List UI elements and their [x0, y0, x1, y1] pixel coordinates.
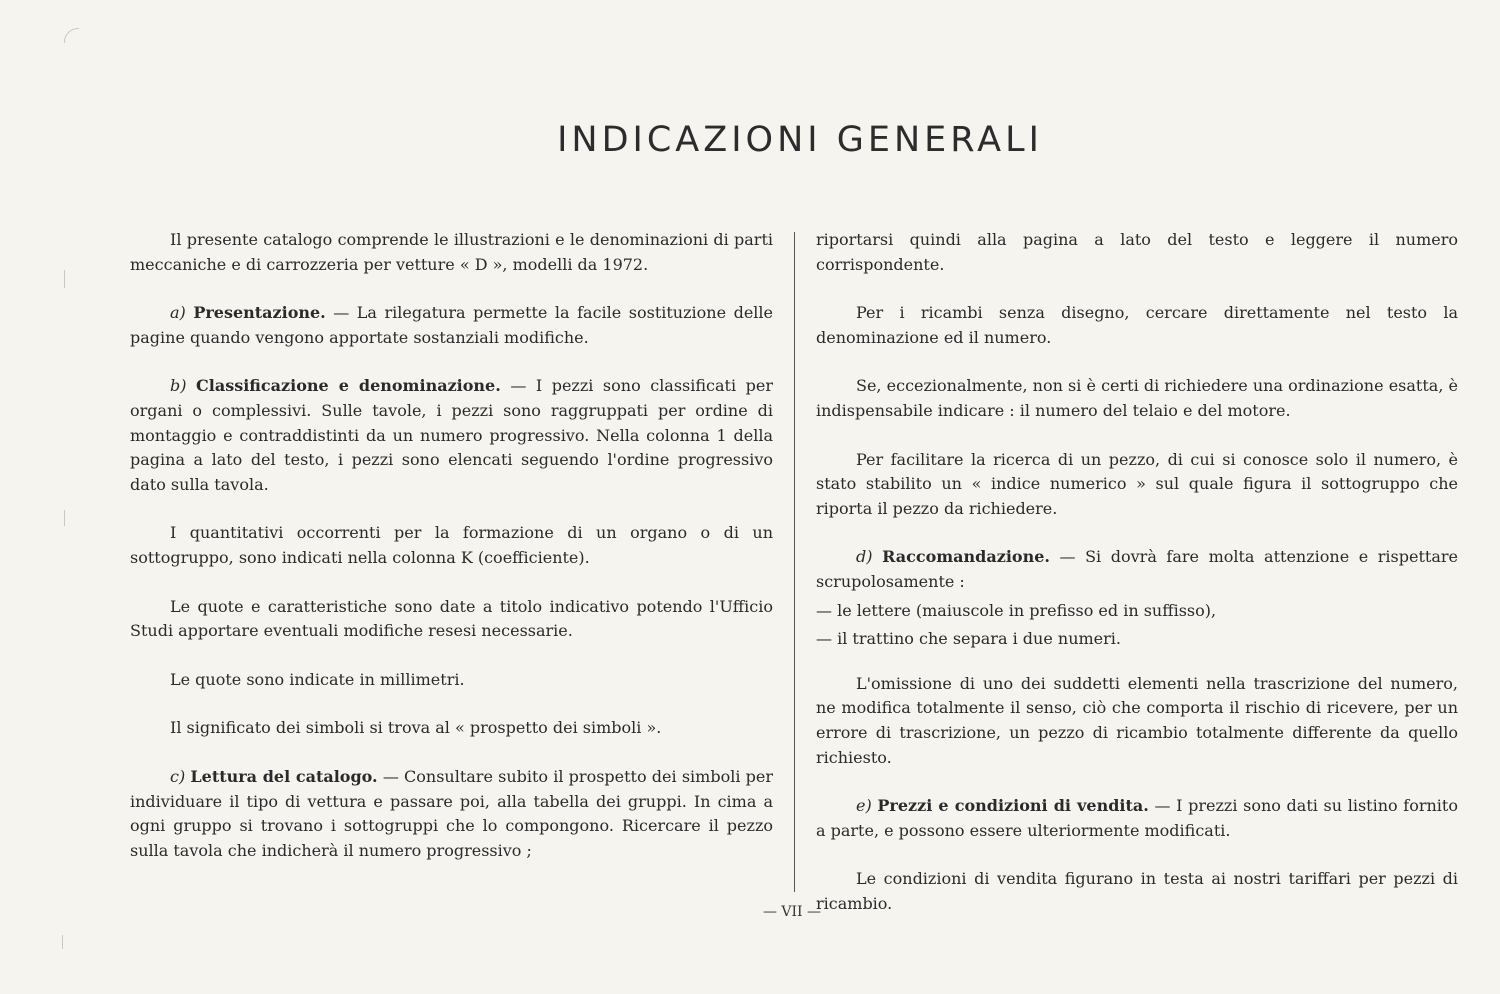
scan-mark-left-3: [62, 935, 63, 949]
column-divider: [794, 232, 795, 892]
millimetri-paragraph: Le quote sono indicate in millimetri.: [170, 669, 465, 689]
section-c-heading: Lettura del catalogo.: [190, 766, 378, 786]
omissione-paragraph: L'omissione di uno dei suddetti elementi nella trascrizione del numero, ne modifica totalmente il senso, ciò che comporta il rischio di ricevere, per un errore di trascrizione, un pezzo di ricambio totalmente differente da quello richiesto.: [816, 673, 1458, 767]
dash-item-lettere: — le lettere (maiuscole in prefisso ed in suffisso),: [816, 600, 1217, 620]
section-e-letter: e): [856, 796, 872, 816]
scan-mark-left-2: [64, 510, 65, 526]
facilitare-paragraph: Per facilitare la ricerca di un pezzo, di cui si conosce solo il numero, è stato stabilito un « indice numerico » sul quale figura il sottogruppo che riporta il pezzo da richiedere.: [816, 449, 1458, 518]
continuation-paragraph: riportarsi quindi alla pagina a lato del testo e leggere il numero corrispondente.: [816, 230, 1458, 274]
section-a-presentazione: [130, 301, 773, 350]
section-d-heading: Raccomandazione.: [882, 547, 1050, 567]
section-d-raccomandazione: [816, 545, 1458, 594]
condizioni-paragraph: Le condizioni di vendita figurano in testa ai nostri tariffari per pezzi di ricambio.: [816, 869, 1458, 913]
page-number: — VII —: [762, 904, 822, 920]
left-column: [130, 228, 773, 863]
quote-caratteristiche-paragraph: Le quote e caratteristiche sono date a titolo indicativo potendo l'Ufficio Studi apportare eventuali modifiche resesi necessarie.: [130, 596, 773, 641]
section-e-heading: Prezzi e condizioni di vendita.: [877, 796, 1149, 816]
dash-item-trattino: — il trattino che separa i due numeri.: [816, 629, 1121, 649]
section-a-text: — La rilegatura permette la facile sostituzione delle pagine quando vengono apportate sostanziali modifiche.: [130, 303, 773, 347]
section-e-prezzi: [816, 794, 1458, 843]
page-title: INDICAZIONI GENERALI: [557, 120, 1043, 160]
section-b-letter: b): [170, 376, 187, 396]
section-a-letter: a): [170, 303, 186, 323]
simboli-paragraph: Il significato dei simboli si trova al « prospetto dei simboli ».: [170, 718, 662, 738]
section-a-heading: Presentazione.: [193, 303, 326, 323]
section-e-text: — I prezzi sono dati su listino fornito a parte, e possono essere ulteriormente modificati.: [816, 796, 1458, 840]
right-column: [816, 228, 1458, 916]
section-c-letter: c): [170, 766, 186, 786]
section-c-text: — Consultare subito il prospetto dei simboli per individuare il tipo di vettura e passare poi, alla tabella dei gruppi. In cima a ogni gruppo si trovano i sottogruppi che lo compongono. Ricercare il pezzo sulla tavola che indicherà il numero progressivo ;: [130, 766, 773, 860]
section-d-text: — Si dovrà fare molta attenzione e rispettare scrupolosamente :: [816, 547, 1458, 591]
scan-mark-top-left: [64, 28, 79, 43]
scan-mark-left-1: [64, 270, 65, 288]
section-b-heading: Classificazione e denominazione.: [196, 376, 501, 396]
section-b-text: — I pezzi sono classificati per organi o complessivi. Sulle tavole, i pezzi sono raggruppati per ordine di montaggio e contraddistinti da un numero progressivo. Nella colonna 1 della pagina a lato del testo, i pezzi sono elencati seguendo l'ordine progressivo dato sulla tavola.: [130, 376, 773, 494]
intro-paragraph: Il presente catalogo comprende le illustrazioni e le denominazioni di parti meccaniche e di carrozzeria per vetture « D », modelli da 1972.: [130, 230, 773, 274]
section-d-letter: d): [856, 547, 873, 567]
senza-disegno-paragraph: Per i ricambi senza disegno, cercare direttamente nel testo la denominazione ed il numero.: [816, 303, 1458, 347]
eccezionalmente-paragraph: Se, eccezionalmente, non si è certi di richiedere una ordinazione esatta, è indispensabile indicare : il numero del telaio e del motore.: [816, 376, 1458, 420]
section-b-classificazione: [130, 374, 773, 497]
quantitativi-paragraph: I quantitativi occorrenti per la formazione di un organo o di un sottogruppo, sono indicati nella colonna K (coefficiente).: [130, 523, 773, 567]
section-c-lettura: [130, 765, 773, 863]
